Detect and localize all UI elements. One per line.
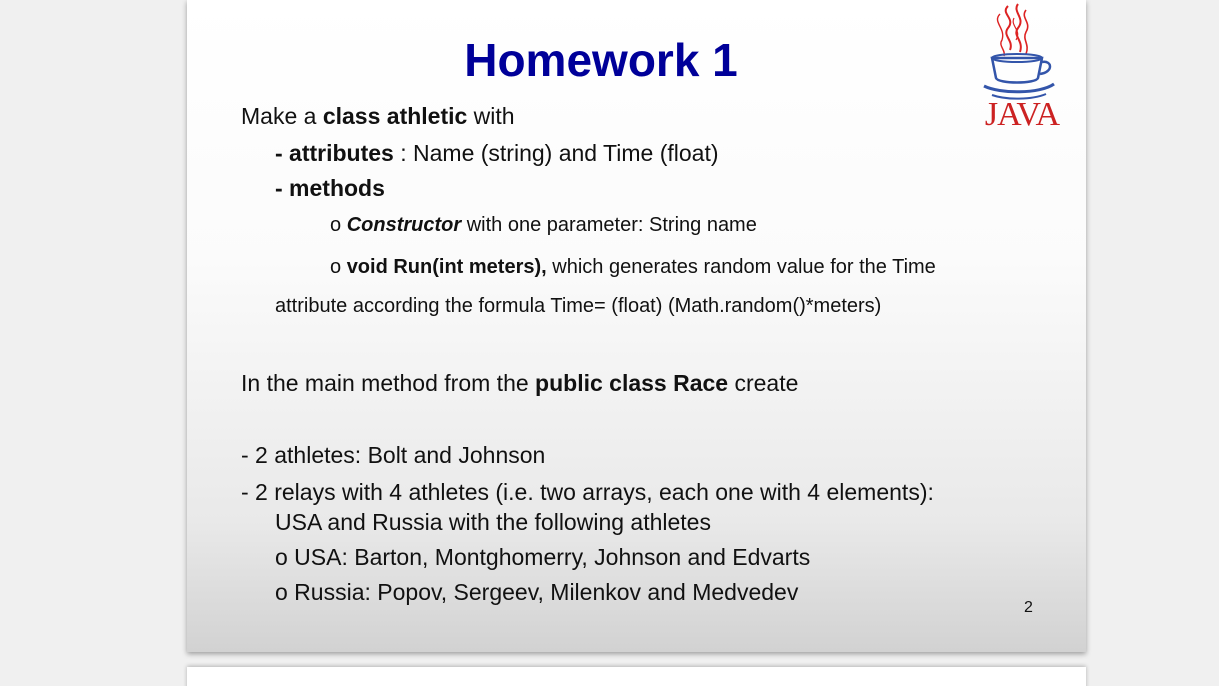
text-run: with one parameter: String name <box>461 214 757 236</box>
slide-page <box>187 0 1086 652</box>
text-run: o Russia: Popov, Sergeev, Milenkov and Medvedev <box>275 579 799 605</box>
text-bold: - methods <box>275 175 385 201</box>
text-line-11 <box>275 544 810 571</box>
slide-title: Homework 1 <box>464 34 738 86</box>
text-run: - 2 athletes: Bolt and Johnson <box>241 442 546 468</box>
text-run: Make a <box>241 103 323 129</box>
text-run: USA and Russia with the following athletes <box>275 509 711 535</box>
text-bold: class athletic <box>322 103 468 129</box>
text-bold-italic: Constructor <box>346 214 462 236</box>
text-bold: - attributes <box>275 140 394 166</box>
text-run: In the main method from the <box>241 370 536 396</box>
page-number: 2 <box>1024 599 1033 616</box>
text-line-12 <box>275 579 798 606</box>
text-run: o <box>330 256 347 278</box>
text-line-4 <box>330 214 757 237</box>
text-line-10 <box>275 509 711 536</box>
text-run: o USA: Barton, Montghomerry, Johnson and Edvarts <box>275 544 811 570</box>
text-line-8 <box>241 442 545 469</box>
text-run: - 2 relays with 4 athletes (i.e. two arrays, each one with 4 elements): <box>241 479 934 505</box>
text-run: o <box>330 214 347 236</box>
text-line-2 <box>275 140 719 167</box>
text-line-3 <box>275 175 385 202</box>
text-line-7 <box>241 370 798 397</box>
java-logo-text: JAVA <box>984 96 1060 133</box>
java-logo <box>970 0 1070 138</box>
text-bold: void Run(int meters), <box>346 256 547 278</box>
text-run: which generates random value for the Time <box>546 256 936 278</box>
next-slide-page <box>187 667 1086 686</box>
text-run: create <box>728 370 799 396</box>
text-bold: public class Race <box>535 370 729 396</box>
text-line-6 <box>275 295 881 318</box>
text-run: : Name (string) and Time (float) <box>393 140 719 166</box>
text-line-1 <box>241 103 515 130</box>
text-run: attribute according the formula Time= (float) (Math.random()*meters) <box>275 295 882 317</box>
text-line-5 <box>330 256 936 279</box>
text-run: with <box>467 103 515 129</box>
text-line-9 <box>241 479 934 506</box>
